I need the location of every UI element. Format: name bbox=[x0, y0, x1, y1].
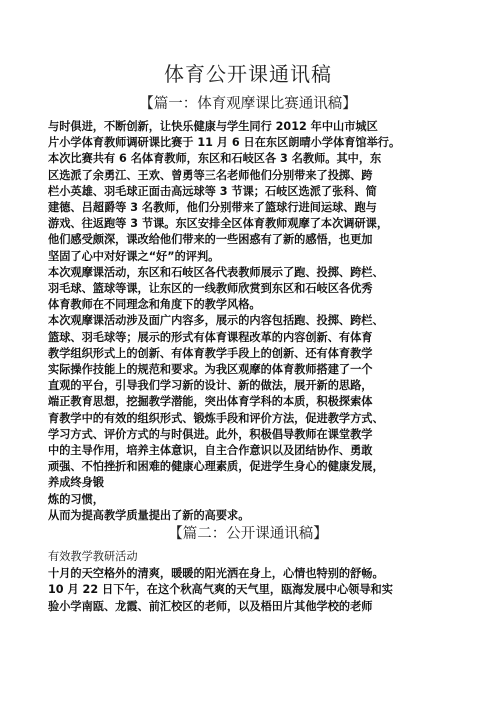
text-line: 体育教师在不同理念和角度下的教学风格。 bbox=[48, 298, 261, 312]
text-line: 端正教育思想，挖掘教学潜能，突出体育学科的本质，积极探索体 bbox=[48, 395, 373, 409]
text-line: 顽强、不怕挫折和困难的健康心理素质，促进学生身心的健康发展， bbox=[48, 460, 384, 474]
text-line: 本次观摩课活动，东区和石岐区各代表教师展示了跑、投掷、跨栏、 bbox=[48, 265, 384, 279]
section-two-heading: 【篇二：公开课通讯稿】 bbox=[168, 526, 328, 542]
text-line: 直观的平台，引导我们学习新的设计、新的做法，展开新的思路， bbox=[48, 379, 373, 393]
section-one-heading: 【篇一：体育观摩课比赛通讯稿】 bbox=[139, 96, 357, 112]
text-line: 本次比赛共有 6 名体育教师，东区和石岐区各 3 名教师。其中，东 bbox=[48, 152, 382, 166]
text-line: 他们感受颇深，课改给他们带来的一些困惑有了新的感悟，也更加 bbox=[48, 233, 373, 247]
text-line: 十月的天空格外的清爽，暖暖的阳光洒在身上，心情也特别的舒畅。 bbox=[48, 566, 384, 580]
text-line: 羽毛球、篮球等课，让东区的一线教师欣赏到东区和石岐区各优秀 bbox=[48, 282, 373, 295]
text-line: 育教学中的有效的组织形式、锻炼手段和评价方法，促进教学方式、 bbox=[48, 411, 384, 425]
text-line: 建德、吕超爵等 3 名教师，他们分别带来了篮球行进间运球、跑与 bbox=[48, 201, 377, 214]
text-line: 有效教学教研活动 bbox=[48, 550, 138, 563]
text-line: 教学组织形式上的创新、有体育教学手段上的创新、还有体育教学 bbox=[48, 346, 373, 360]
text-line: 片小学体育教师调研课比赛于 11 月 6 日在东区朗晴小学体育馆举行。 bbox=[48, 136, 401, 150]
text-line: 炼的习惯， bbox=[48, 492, 104, 506]
text-line: 验小学南瓯、龙霞、前汇校区的老师，以及梧田片其他学校的老师 bbox=[48, 599, 373, 613]
text-line: 中的主导作用，培养主体意识，自主合作意识以及团结协作、勇敢 bbox=[48, 444, 373, 457]
text-line: 实际操作技能上的规范和要求。为我区观摩的体育教师搭建了一个 bbox=[48, 363, 373, 376]
text-line: 养成终身锻 bbox=[48, 476, 104, 490]
text-line: 与时俱进，不断创新，让快乐健康与学生同行 2012 年中山市城区 bbox=[48, 120, 378, 133]
text-line: 篮球、羽毛球等；展示的形式有体育课程改革的内容创新、有体育 bbox=[48, 330, 373, 344]
text-line: 10 月 22 日下午，在这个秋高气爽的天气里，瓯海发展中心领导和实 bbox=[48, 583, 393, 596]
text-line: 坚固了心中对好课之“好”的评判。 bbox=[48, 249, 220, 263]
text-line: 游戏、往返跑等 3 节课。东区安排全区体育教师观摩了本次调研课， bbox=[48, 217, 389, 231]
text-line: 栏小英雄、羽毛球正面击高远球等 3 节课；石岐区选派了张科、简 bbox=[48, 184, 377, 198]
text-line: 学习方式、评价方式的与时俱进。此外，积极倡导教师在课堂教学 bbox=[48, 427, 373, 441]
text-line: 从而为提高教学质量提出了新的高要求。 bbox=[48, 508, 250, 522]
text-line: 区选派了余勇江、王欢、曾勇等三名老师他们分别带来了投掷、跨 bbox=[48, 168, 373, 182]
text-line: 本次观摩课活动涉及面广内容多，展示的内容包括跑、投掷、跨栏、 bbox=[48, 314, 384, 328]
document-title: 体育公开课通讯稿 bbox=[164, 62, 332, 86]
